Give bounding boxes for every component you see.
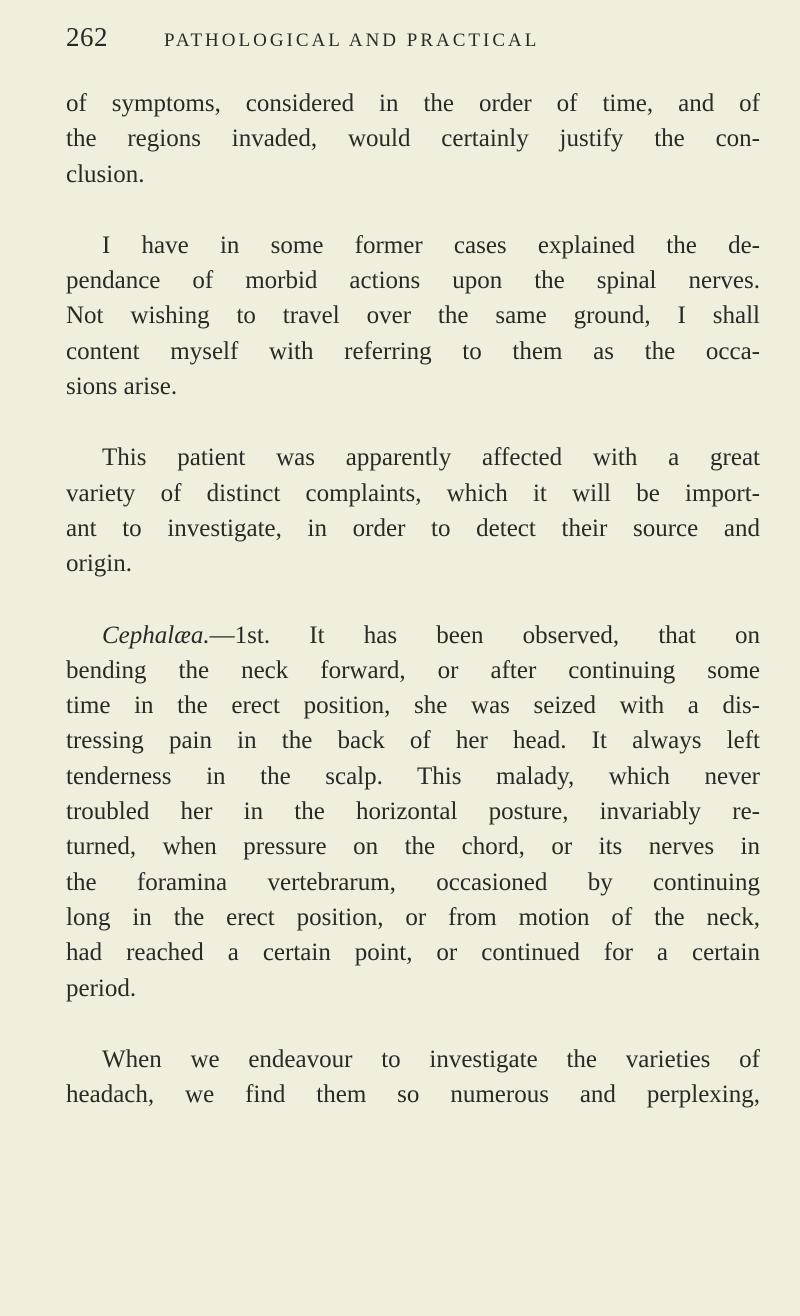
text-line: bending the neck forward, or after continuing some — [66, 656, 760, 684]
paragraph-2 — [66, 228, 760, 404]
text-line: variety of distinct complaints, which it will be import- — [66, 479, 760, 507]
text-line: This patient was apparently affected with a great — [102, 444, 760, 472]
text-line: of symptoms, considered in the order of time, and of — [66, 90, 760, 117]
body-text — [66, 86, 760, 1112]
section-heading-italic: Cephalæa. — [102, 621, 210, 649]
text-line: the regions invaded, would certainly justify the con- — [66, 125, 760, 153]
text-line: long in the erect position, or from motion of the neck, — [66, 903, 760, 931]
paragraph-3 — [66, 440, 760, 581]
text-line: clusion. — [66, 160, 145, 188]
text-line: sions arise. — [66, 373, 178, 401]
paragraph-1 — [66, 86, 760, 192]
paragraph-4 — [66, 618, 760, 1006]
text-line: the foramina vertebrarum, occasioned by continuing — [66, 868, 760, 896]
page-header — [66, 22, 760, 66]
text-line: turned, when pressure on the chord, or its nerves in — [66, 833, 760, 861]
text-line: content myself with referring to them as the occa- — [66, 337, 760, 365]
text-line: time in the erect position, she was seized with a dis- — [66, 692, 760, 720]
text-line: tenderness in the scalp. This malady, which never — [66, 762, 760, 790]
text-line: pendance of morbid actions upon the spinal nerves. — [66, 267, 760, 295]
text-line: Not wishing to travel over the same ground, I shall — [66, 302, 760, 330]
text-line: headach, we find them so numerous and perplexing, — [66, 1081, 760, 1109]
text-line: troubled her in the horizontal posture, invariably re- — [66, 798, 760, 826]
running-head: PATHOLOGICAL AND PRACTICAL — [164, 30, 540, 51]
text-line: had reached a certain point, or continued for a certain — [66, 939, 760, 967]
text-line-rest: —1st. It has been observed, that on — [209, 621, 760, 649]
text-line: When we endeavour to investigate the varieties of — [102, 1045, 760, 1073]
text-line: origin. — [66, 550, 132, 578]
text-line: ant to investigate, in order to detect their source and — [66, 514, 760, 542]
paragraph-5 — [66, 1042, 760, 1113]
text-line: tressing pain in the back of her head. It always left — [66, 727, 760, 755]
text-line: period. — [66, 974, 137, 1002]
text-line: I have in some former cases explained the de- — [102, 231, 760, 259]
text-line — [66, 618, 760, 653]
page-number: 262 — [66, 22, 108, 52]
